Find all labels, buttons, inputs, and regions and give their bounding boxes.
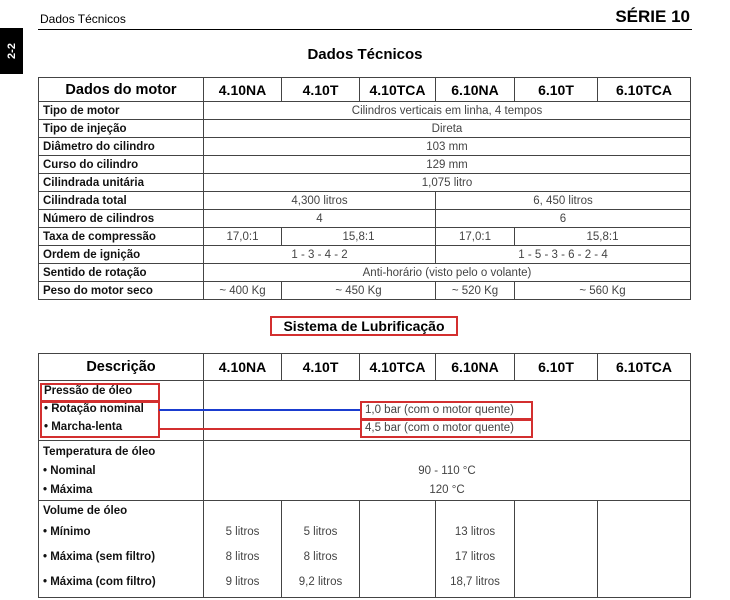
- col-header: 6.10NA: [436, 78, 515, 102]
- vol-min-label: • Mínimo: [43, 526, 91, 538]
- table-row: [39, 264, 691, 282]
- cell-value: 17,0:1: [204, 228, 282, 246]
- lubrication-section-title: Sistema de Lubrificação: [270, 316, 458, 336]
- cell-value: ~ 400 Kg: [204, 282, 282, 300]
- row-label: Número de cilindros: [39, 210, 204, 228]
- col-header: 4.10NA: [204, 354, 282, 381]
- temp-max-value: 120 °C: [429, 484, 465, 496]
- vol-max-filter-label: • Máxima (com filtro): [43, 576, 156, 588]
- row-label: Tipo de injeção: [39, 120, 204, 138]
- cell-value: 1 - 5 - 3 - 6 - 2 - 4: [436, 246, 691, 264]
- vol-value: 17 litros: [454, 551, 496, 563]
- header-series: SÉRIE 10: [615, 7, 690, 26]
- cell-value: 103 mm: [204, 138, 691, 156]
- col-header: 6.10NA: [436, 354, 515, 381]
- row-label: Tipo de motor: [39, 102, 204, 120]
- col-header: Dados do motor: [39, 78, 204, 102]
- temp-nominal-value: 90 - 110 °C: [418, 465, 476, 477]
- vol-value: 5 litros: [303, 526, 338, 538]
- col-header: 4.10TCA: [360, 78, 436, 102]
- row-label: Curso do cilindro: [39, 156, 204, 174]
- vol-value: 9 litros: [225, 576, 260, 588]
- table-row: [39, 120, 691, 138]
- table-row: [39, 156, 691, 174]
- vol-value: 9,2 litros: [298, 576, 343, 588]
- connector-line-red: [159, 428, 361, 430]
- vol-col-4-10t: [282, 501, 360, 598]
- col-header: 4.10NA: [204, 78, 282, 102]
- table-row-oil-pressure: [39, 381, 691, 441]
- table-row-oil-volume: [39, 501, 691, 598]
- rated-pressure-value: 1,0 bar (com o motor quente): [360, 401, 533, 420]
- col-header: 6.10TCA: [598, 354, 691, 381]
- table-row: [39, 174, 691, 192]
- cell-value: 4: [204, 210, 436, 228]
- lubrication-table: [38, 353, 691, 598]
- vol-value: 18,7 litros: [450, 576, 500, 588]
- idle-label: • Marcha-lenta: [44, 421, 123, 433]
- oil-pressure-cell: [39, 381, 691, 441]
- cell-value: Anti-horário (visto pelo o volante): [204, 264, 691, 282]
- rated-speed-label: • Rotação nominal: [44, 403, 144, 415]
- row-label: Ordem de ignição: [39, 246, 204, 264]
- col-header: 4.10T: [282, 78, 360, 102]
- vol-value: 8 litros: [303, 551, 338, 563]
- section-tab: 2-2: [0, 28, 23, 74]
- cell-value: ~ 560 Kg: [515, 282, 691, 300]
- cell-value: ~ 450 Kg: [282, 282, 436, 300]
- row-label: Diâmetro do cilindro: [39, 138, 204, 156]
- vol-col-6-10t: [515, 501, 598, 598]
- cell-value: 15,8:1: [282, 228, 436, 246]
- table-row: [39, 282, 691, 300]
- table-row: [39, 246, 691, 264]
- oil-volume-labels: [39, 501, 204, 598]
- col-header: 6.10T: [515, 78, 598, 102]
- oil-temperature-title: Temperatura de óleo: [43, 446, 156, 458]
- temp-max-label: • Máxima: [43, 484, 93, 496]
- vol-max-nofilter-label: • Máxima (sem filtro): [43, 551, 156, 563]
- header-rule: [38, 29, 692, 30]
- col-header: 4.10T: [282, 354, 360, 381]
- temp-nominal-label: • Nominal: [43, 465, 96, 477]
- oil-pressure-title: Pressão de óleo: [44, 385, 133, 397]
- idle-pressure-value: 4,5 bar (com o motor quente): [360, 419, 533, 438]
- cell-value: 6: [436, 210, 691, 228]
- vol-value: 8 litros: [225, 551, 260, 563]
- table-row: [39, 138, 691, 156]
- engine-data-table: [38, 77, 691, 300]
- row-label: Taxa de compressão: [39, 228, 204, 246]
- vol-col-6-10na: [436, 501, 515, 598]
- cell-value: Direta: [204, 120, 691, 138]
- page-title: Dados Técnicos: [307, 46, 423, 63]
- row-label: Cilindrada unitária: [39, 174, 204, 192]
- row-label: Cilindrada total: [39, 192, 204, 210]
- oil-temperature-labels: [39, 441, 204, 501]
- cell-value: 17,0:1: [436, 228, 515, 246]
- cell-value: 4,300 litros: [204, 192, 436, 210]
- vol-col-4-10na: [204, 501, 282, 598]
- header-left-title: Dados Técnicos: [40, 12, 126, 26]
- col-header: Descrição: [39, 354, 204, 381]
- vol-col-6-10tca: [598, 501, 691, 598]
- table-row: [39, 210, 691, 228]
- vol-value: 13 litros: [454, 526, 496, 538]
- cell-value: 15,8:1: [515, 228, 691, 246]
- col-header: 4.10TCA: [360, 354, 436, 381]
- table-row-oil-temperature: [39, 441, 691, 501]
- oil-volume-title: Volume de óleo: [43, 505, 128, 517]
- row-label: Peso do motor seco: [39, 282, 204, 300]
- vol-col-4-10tca: [360, 501, 436, 598]
- cell-value: 6, 450 litros: [436, 192, 691, 210]
- cell-value: 1,075 litro: [204, 174, 691, 192]
- cell-value: 129 mm: [204, 156, 691, 174]
- col-header: 6.10T: [515, 354, 598, 381]
- vol-value: 5 litros: [225, 526, 260, 538]
- lube-table-header: [39, 354, 691, 381]
- engine-table-header: [39, 78, 691, 102]
- cell-value: 1 - 3 - 4 - 2: [204, 246, 436, 264]
- oil-temperature-values: [204, 441, 691, 501]
- col-header: 6.10TCA: [598, 78, 691, 102]
- table-row: [39, 228, 691, 246]
- cell-value: Cilindros verticais em linha, 4 tempos: [204, 102, 691, 120]
- row-label: Sentido de rotação: [39, 264, 204, 282]
- table-row: [39, 102, 691, 120]
- table-row: [39, 192, 691, 210]
- cell-value: ~ 520 Kg: [436, 282, 515, 300]
- connector-line-blue: [159, 409, 361, 411]
